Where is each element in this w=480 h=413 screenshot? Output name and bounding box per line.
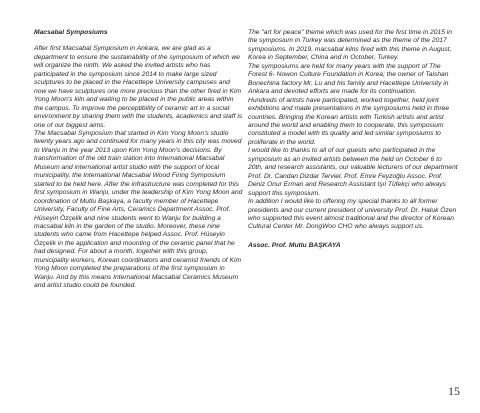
author-signature: Assoc. Prof. Mutlu BAŞKAYA bbox=[248, 241, 341, 249]
right-column bbox=[248, 29, 458, 250]
paragraph: Hundreds of artists have participated, worked together, held joint exhibitions and made presentations in the symposiums held in three countries. Bringing the Korean artists with Turkish artists and artist around the world and enabling them to cooperate, this symposium constituted a model with its quality and led similar symposiums to proliferate in the world. bbox=[248, 96, 450, 146]
paragraph: The "art for peace" theme which was used for the first time in 2015 in the symposium in Turkey was determined as the theme of the 2017 symposiums. In 2019, macsabal kilns fired with this theme in August, Korea in September, China and in October, Turkey. bbox=[248, 29, 452, 62]
left-column bbox=[34, 29, 243, 291]
page-number: 15 bbox=[448, 384, 460, 398]
paragraph: The symposiums are held for many years with the support of The Forest 6- Nowon Culture Foundation in Korea; the owner of Taishan Bonechina factory Mr. Lu and his family and Hacettepe University in Ankara and devoted efforts are made for its continuation. bbox=[248, 62, 449, 96]
paragraph: In addition I would like to offering my special thanks to all former presidents and our current president of university Prof. Dr. Haluk Özen who supported this event almost traditional and the director of Korean Cultural Center Mr. DongWoo CHO who always support us. bbox=[248, 198, 457, 231]
paragraph: The Macsabal Symposium that started in Kim Yong Moon's studio twenty years ago and continued for many years in this city was moved to Wanju in the year 2013 upon Kim Yong Moon's decisions. By transformation of the old train station into International Macsabal Museum and international artist studio with the support of local municipality, the International Macsabal Wood Firing Symposium started to be held here. After the infrastructure was completed for this first symposium in Wanju, under the leadership of Kim Yong Moon and coordination of Mutlu Başkaya, a faculty member of Hacettepe University, Faculty of Fine Arts, Ceramics Department Assoc. Prof. Hüseyin Özçelik and nine students went to Wanju for building a macsabal kiln in the garden of the studio. Moreover, these nine students who came from Hacettepe helped Assoc. Prof. Hüseyin Özçelik in the application and mounting of the ceramic panel that he had designed. For about a month, together with this group, municipality workers, Korean coordinators and ceramist friends of Kim Yong Moon completed the preparations of the first symposium in Wanju. And by this means International Macsabal Ceramics Museum and artist studio could be founded. bbox=[34, 129, 243, 290]
paragraph: After first Macsabal Symposium in Ankara, we are glad as a department to ensure the sustainability of the symposium of which we will organize the ninth. We asked the invited artists who has participated in the symposium since 2014 to make large sized sculptures to be placed in the Hacettepe University campuses and now we have sculptures one more precious than the other fired in Kim Yong Moon's kiln and waiting to be placed in the public areas within the campus. To improve the perceptibility of ceramic art in a social environment by sharing them with the students, academics and staff is one of our biggest aims. bbox=[34, 45, 243, 129]
paragraph: I would like to thanks to all of our guests who participated in the symposium as an invited artists between the held on October 6 to 20th, and research assistants, our valuable lecturers of our department Prof. Dr. Candan Dizdar Terviel, Prof. Emre Feyzoğlu Assoc. Prof. Deniz Onur Erman and Research Assistant Işıl Tüfekçi who always support this symposium. bbox=[248, 147, 458, 197]
section-heading: Macsabal Symposiums bbox=[34, 29, 108, 36]
